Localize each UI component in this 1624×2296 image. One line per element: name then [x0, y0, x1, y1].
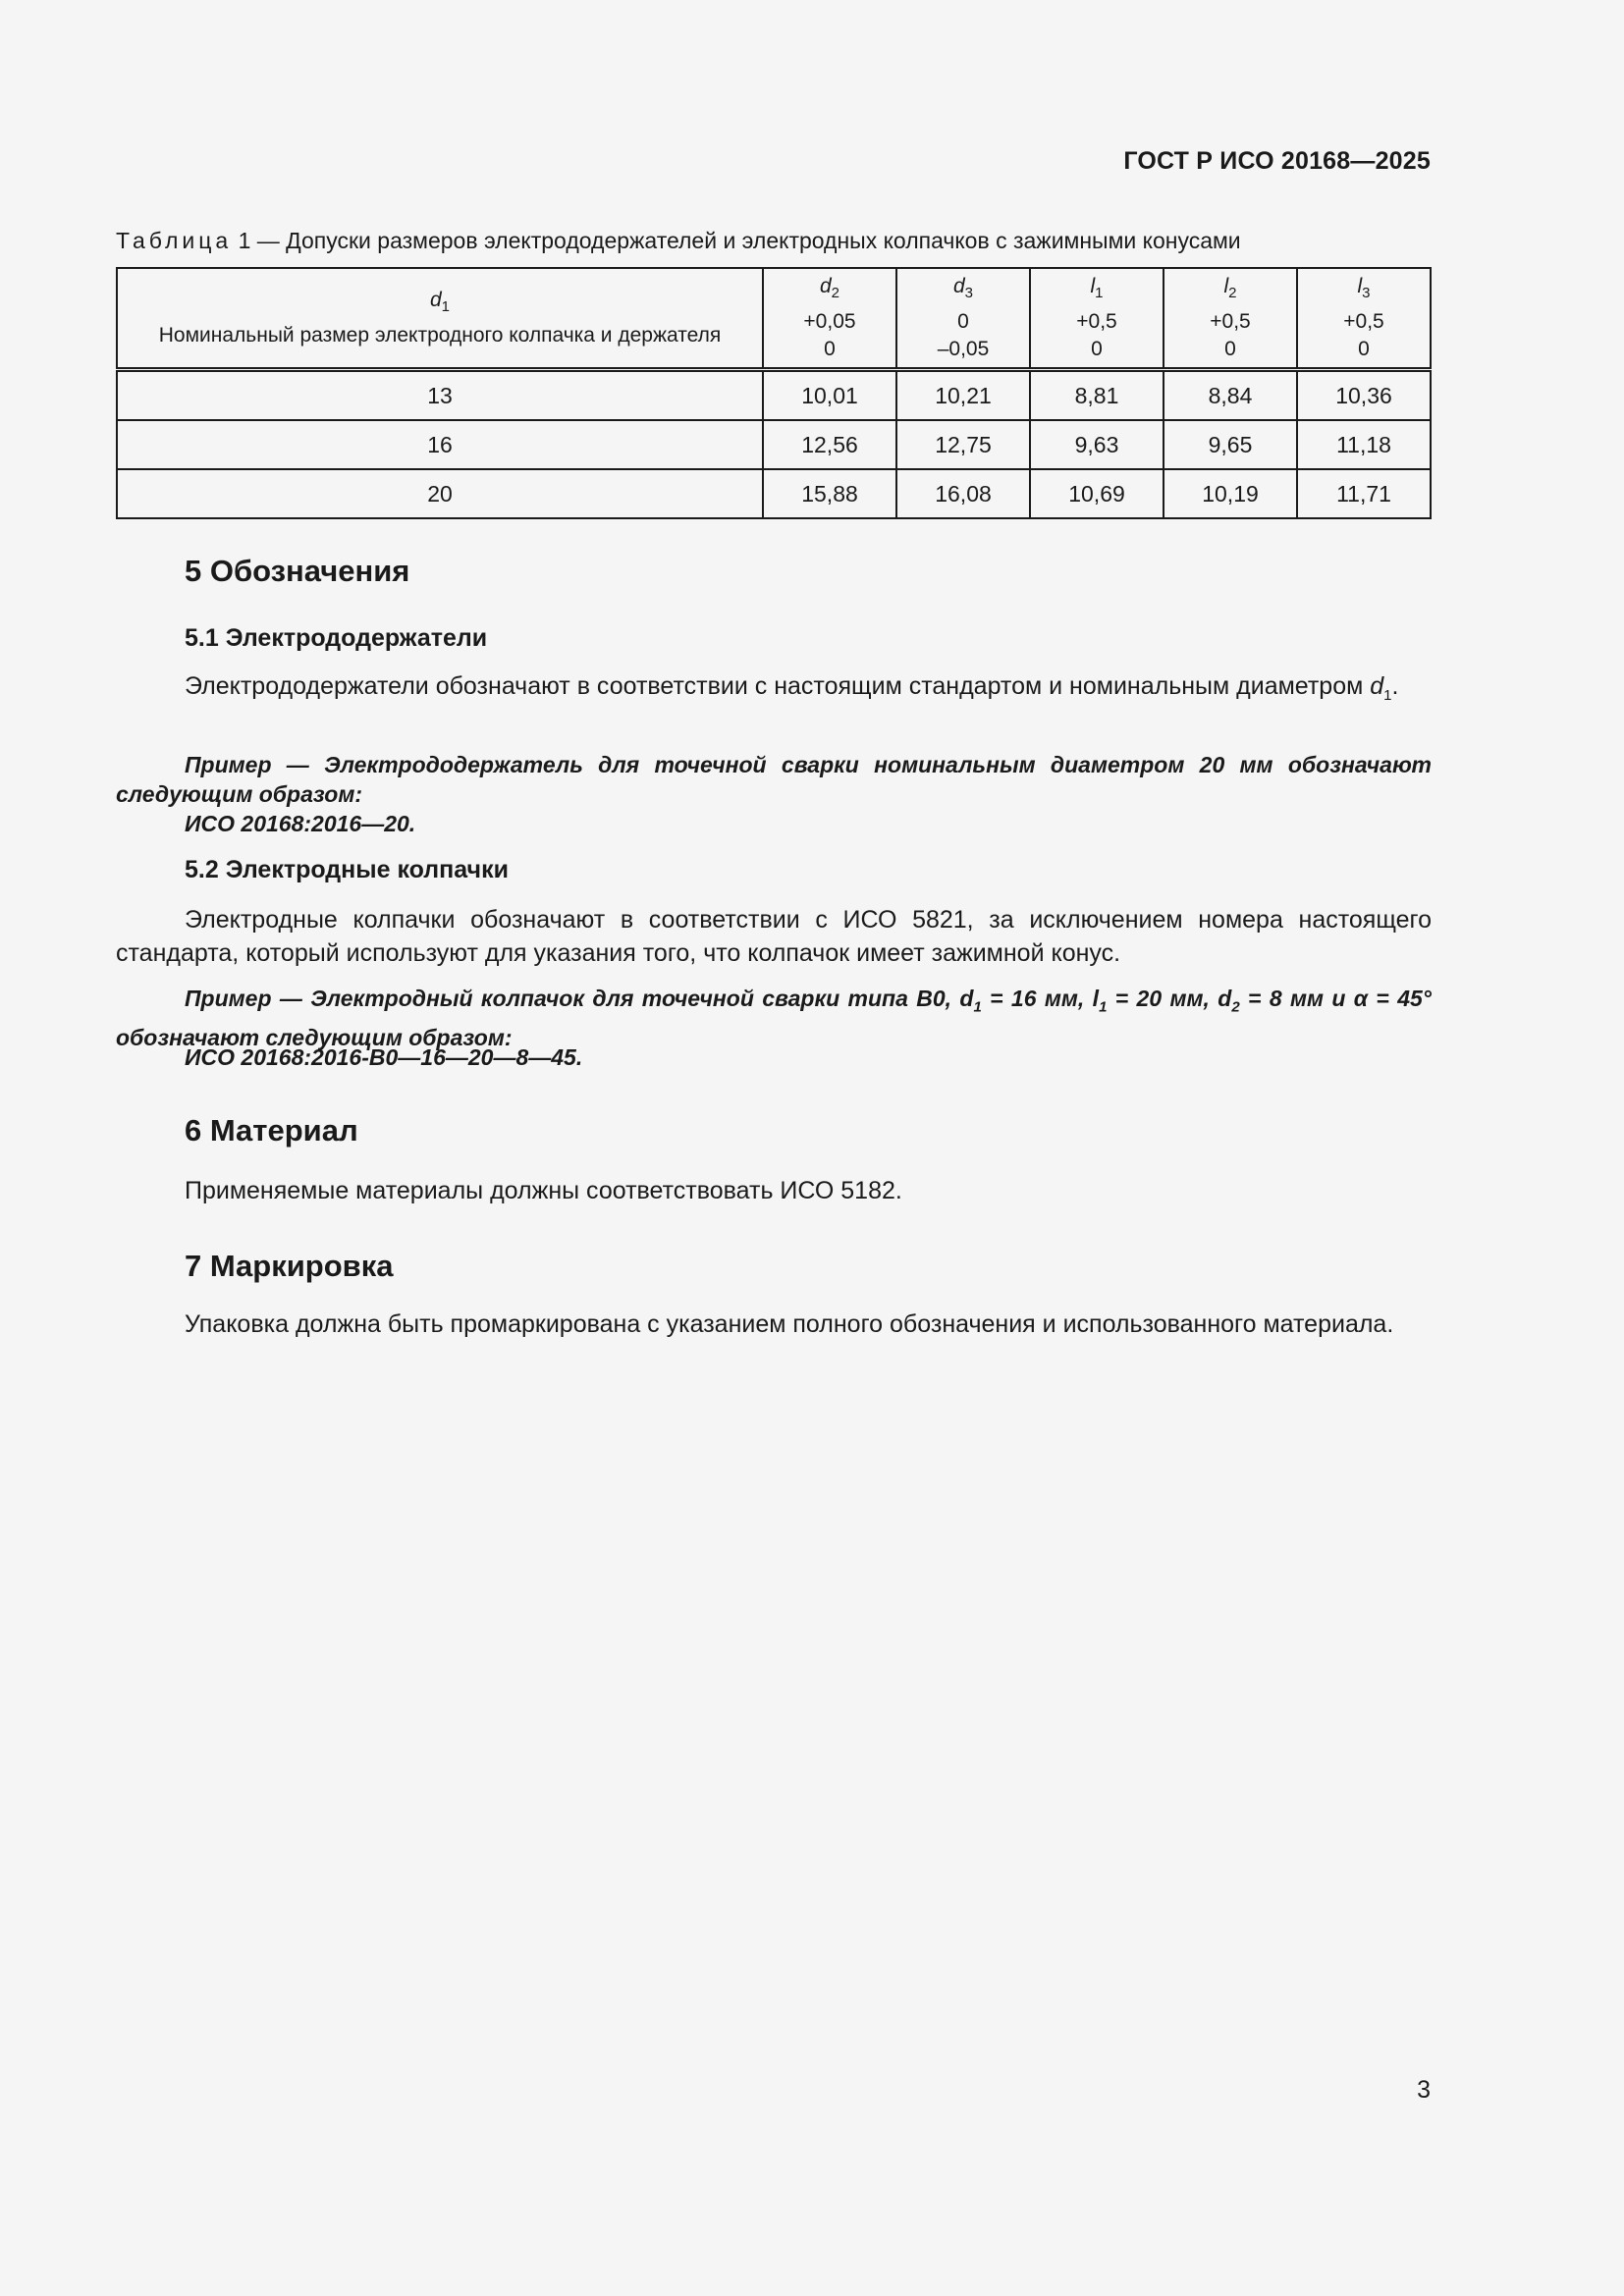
- section-5-2-designation: ИСО 20168:2016-B0—16—20—8—45.: [185, 1044, 583, 1070]
- section-5-1-example: Пример — Электрододержатель для точечной сварки номинальным диаметром 20 мм обозначают следующим образом:: [116, 752, 1432, 807]
- table-cell: 16: [117, 420, 763, 469]
- section-5-2-paragraph: Электродные колпачки обозначают в соответствии с ИСО 5821, за исключением номера настоящего стандарта, который используют для указания того, что колпачок имеет зажимной конус.: [116, 906, 1432, 967]
- col-upper-tol: +0,05: [803, 309, 856, 333]
- col-lower-tol: 0: [1224, 337, 1236, 360]
- col-symbol: d: [819, 275, 832, 298]
- table-caption-prefix: Таблица: [116, 228, 233, 253]
- section-5-heading: 5 Обозначения: [185, 554, 410, 588]
- col-subscript: 3: [1362, 285, 1371, 302]
- section-5-1-paragraph: [116, 669, 1432, 713]
- col-subscript: 3: [964, 285, 974, 302]
- document-header: ГОСТ Р ИСО 20168—2025: [1123, 147, 1431, 175]
- table-cell: 10,36: [1297, 370, 1431, 421]
- example-text: = 20 мм, d: [1107, 986, 1232, 1011]
- header-cell-d3: [896, 268, 1030, 370]
- col-lower-tol: 0: [1091, 337, 1103, 360]
- header-cell-d1: [117, 268, 763, 370]
- table-cell: 15,88: [763, 469, 896, 518]
- header-cell-l3: [1297, 268, 1431, 370]
- col-lower-tol: 0: [824, 337, 836, 360]
- table-cell: 9,65: [1164, 420, 1297, 469]
- col-lower-tol: 0: [1358, 337, 1370, 360]
- table-cell: 8,81: [1030, 370, 1164, 421]
- table-cell: 10,01: [763, 370, 896, 421]
- section-6-heading: 6 Материал: [185, 1113, 358, 1148]
- table-cell: 10,21: [896, 370, 1030, 421]
- col-upper-tol: 0: [957, 309, 969, 333]
- table-cell: 13: [117, 370, 763, 421]
- table-cell: 10,19: [1164, 469, 1297, 518]
- section-7-heading: 7 Маркировка: [185, 1249, 394, 1283]
- table-cell: 10,69: [1030, 469, 1164, 518]
- paragraph-text: Электрододержатели обозначают в соответствии с настоящим стандартом и номинальным диаметром: [185, 672, 1371, 700]
- col-upper-tol: +0,5: [1343, 309, 1384, 333]
- col-upper-tol: +0,5: [1076, 309, 1117, 333]
- col-symbol: d: [429, 289, 442, 312]
- table-cell: 8,84: [1164, 370, 1297, 421]
- header-cell-l1: [1030, 268, 1164, 370]
- section-5-1-designation: ИСО 20168:2016—20.: [185, 811, 416, 836]
- table-cell: 20: [117, 469, 763, 518]
- section-6-paragraph: Применяемые материалы должны соответствовать ИСО 5182.: [185, 1177, 902, 1204]
- col-symbol: l: [1223, 275, 1229, 298]
- table-cell: 9,63: [1030, 420, 1164, 469]
- subscript: 1: [1383, 687, 1392, 704]
- table-row: [117, 420, 1431, 469]
- section-5-1-heading: 5.1 Электрододержатели: [185, 624, 488, 652]
- col-symbol: d: [952, 275, 965, 298]
- paragraph-end: .: [1391, 672, 1399, 700]
- table-row: [117, 469, 1431, 518]
- table-header-row: [117, 268, 1431, 370]
- section-5-2-heading: 5.2 Электродные колпачки: [185, 856, 509, 883]
- col-upper-tol: +0,5: [1210, 309, 1251, 333]
- subscript: 1: [1099, 998, 1108, 1016]
- col-lower-tol: –0,05: [937, 337, 990, 360]
- table-cell: 12,75: [896, 420, 1030, 469]
- col-subscript: 1: [1095, 285, 1104, 302]
- page-number: 3: [1417, 2076, 1431, 2104]
- col-symbol: l: [1090, 275, 1096, 298]
- symbol-d: d: [1370, 672, 1384, 700]
- section-7-paragraph: Упаковка должна быть промаркирована с указанием полного обозначения и использованного материала.: [185, 1310, 1394, 1338]
- table-caption: [116, 228, 1241, 254]
- example-text: = 8 мм и α = 45° обозначают следующим образом:: [116, 986, 1432, 1050]
- header-cell-d2: [763, 268, 896, 370]
- col-symbol: l: [1357, 275, 1363, 298]
- table-row: [117, 370, 1431, 421]
- example-text: = 16 мм, l: [981, 986, 1100, 1011]
- subscript: 1: [973, 998, 982, 1016]
- table-cell: 16,08: [896, 469, 1030, 518]
- table-cell: 12,56: [763, 420, 896, 469]
- tolerance-table: [116, 267, 1432, 519]
- subscript: 2: [1231, 998, 1240, 1016]
- table-caption-text: 1 — Допуски размеров электрододержателей и электродных колпачков с зажимными конусами: [232, 228, 1241, 253]
- example-text: Пример — Электродный колпачок для точечной сварки типа B0, d: [185, 986, 974, 1011]
- col-subscript: 1: [441, 298, 451, 316]
- table-cell: 11,18: [1297, 420, 1431, 469]
- col-subscript: 2: [831, 285, 840, 302]
- col-subscript: 2: [1228, 285, 1237, 302]
- col-description: Номинальный размер электродного колпачка и держателя: [158, 323, 722, 347]
- header-cell-l2: [1164, 268, 1297, 370]
- table-cell: 11,71: [1297, 469, 1431, 518]
